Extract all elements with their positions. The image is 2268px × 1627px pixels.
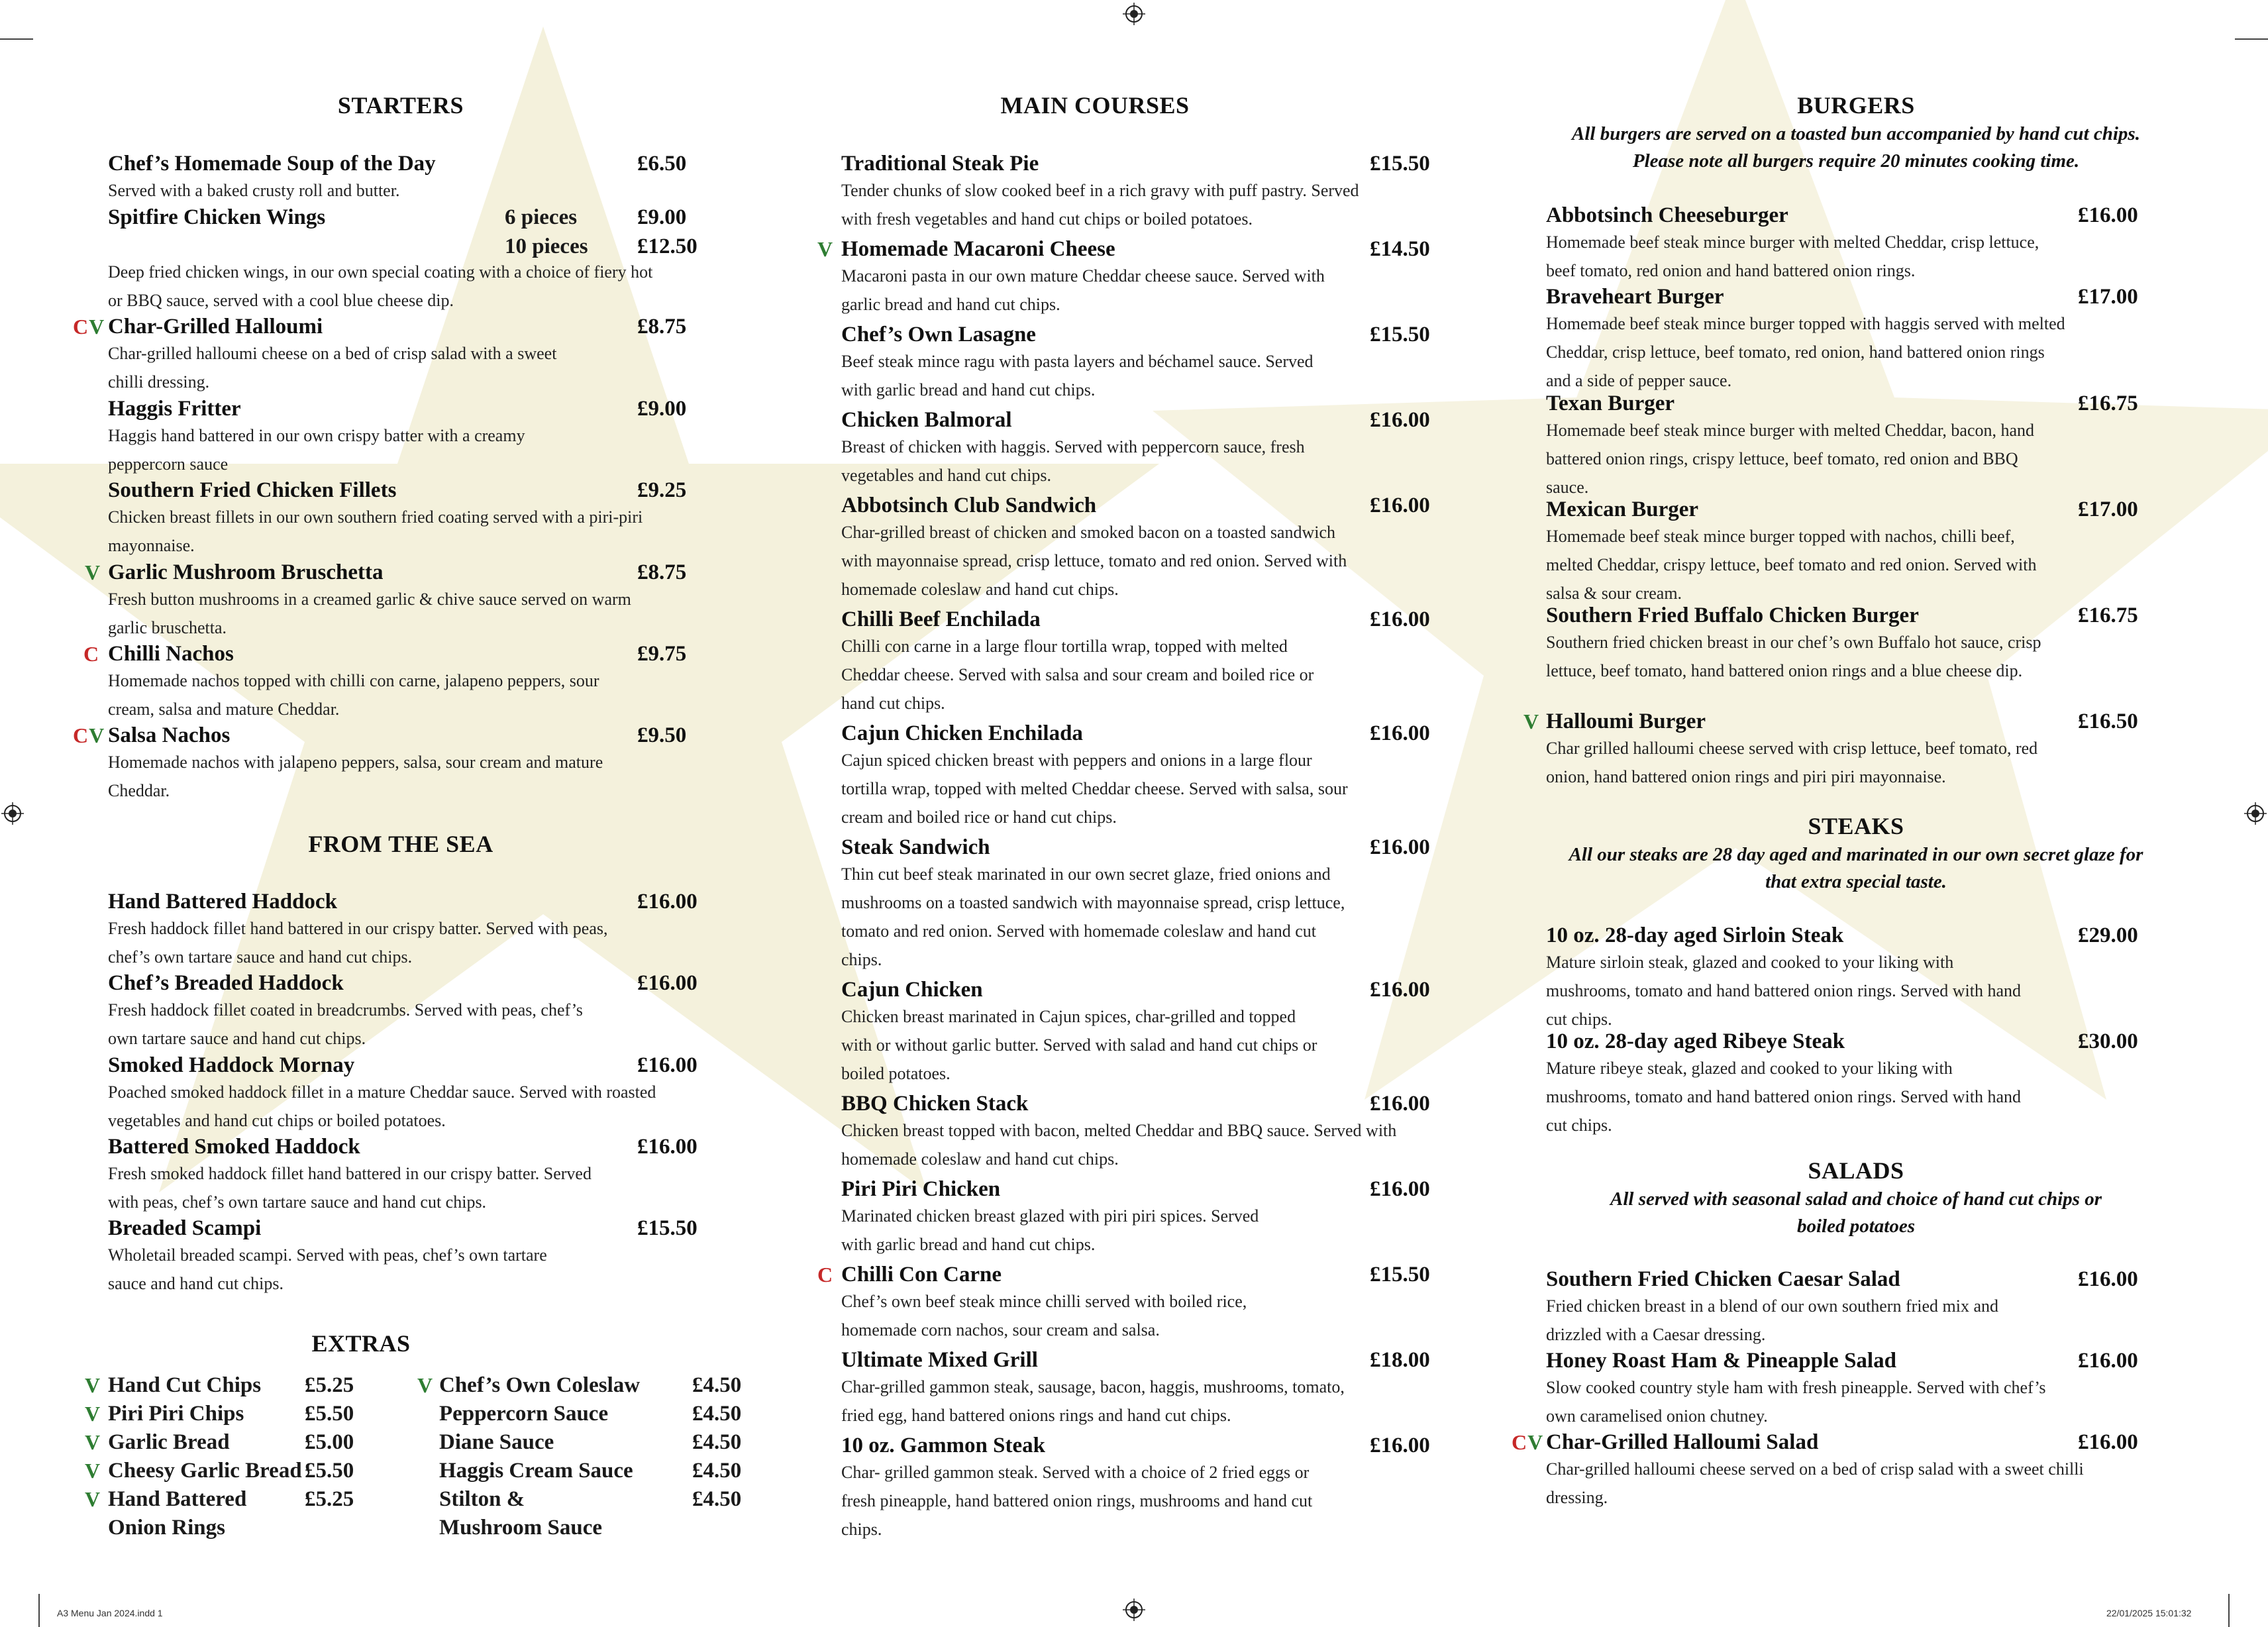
item-price: £17.00 (2078, 498, 2138, 521)
item-price: £15.50 (637, 1216, 697, 1240)
starters-title: STARTERS (337, 92, 464, 119)
from-the-sea-title: FROM THE SEA (308, 831, 493, 857)
item-description: Cajun spiced chicken breast with peppers and onions in a large flour tortilla wrap, topped with melted Cheddar cheese. Served with salsa, sour cream and boiled rice or hand cut chips. (841, 751, 1348, 827)
item-name: 10 oz. Gammon Steak (841, 1434, 1045, 1457)
item-price: £16.75 (2078, 604, 2138, 627)
item-name: Abbotsinch Club Sandwich (841, 494, 1097, 517)
item-name: Texan Burger (1546, 392, 1675, 415)
extra-price: £4.50 (692, 1487, 742, 1511)
item-description: Char-grilled halloumi cheese served on a bed of crisp salad with a sweet chilli dressing. (1546, 1459, 2084, 1507)
item-name: Chef’s Breaded Haddock (108, 971, 344, 995)
item-name: Halloumi Burger (1546, 709, 1706, 733)
extra-price: £5.25 (305, 1487, 354, 1511)
extra-name: Stilton & (439, 1487, 525, 1511)
extra-name: Hand Cut Chips (108, 1373, 262, 1397)
item-description: Deep fried chicken wings, in our own special coating with a choice of fiery hot or BBQ sauce, served with a cool blue cheese dip. (108, 262, 653, 310)
item-description: Chilli con carne in a large flour tortilla wrap, topped with melted Cheddar cheese. Served with salsa and sour cream and boiled rice or hand cut chips. (841, 637, 1314, 713)
print-timestamp: 22/01/2025 15:01:32 (2106, 1608, 2192, 1618)
item-description: Homemade beef steak mince burger with melted Cheddar, crisp lettuce, beef tomato, red onion and hand battered onion rings. (1546, 233, 2039, 280)
salads-title: SALADS (1808, 1157, 1904, 1184)
item-description: Marinated chicken breast glazed with piri piri spices. Served with garlic bread and hand cut chips. (841, 1206, 1259, 1254)
item-price: £12.50 (637, 235, 697, 258)
item-price: £16.00 (1370, 408, 1430, 432)
item-description: Haggis hand battered in our own crispy batter with a creamy peppercorn sauce (108, 426, 525, 474)
item-name: Haggis Fritter (108, 397, 241, 421)
extra-name: Haggis Cream Sauce (439, 1459, 633, 1483)
item-description: Slow cooked country style ham with fresh pineapple. Served with chef’s own caramelised onion chutney. (1546, 1378, 2046, 1426)
item-description: Fresh smoked haddock fillet hand battered in our crispy batter. Served with peas, chef’s own tartare sauce and hand cut chips. (108, 1164, 592, 1212)
item-name: 10 oz. 28-day aged Ribeye Steak (1546, 1029, 1845, 1053)
registration-mark-right (2244, 802, 2267, 825)
extra-price: £5.00 (305, 1430, 354, 1454)
item-description: Fresh button mushrooms in a creamed garlic & chive sauce served on warm garlic bruschetta. (108, 590, 631, 637)
item-price: £16.00 (1370, 1092, 1430, 1116)
item-description: Thin cut beef steak marinated in our own secret glaze, fried onions and mushrooms on a toasted sandwich with mayonnaise spread, crisp lettuce, tomato and red onion. Served with homemade coleslaw and hand cut chips. (841, 865, 1345, 969)
item-name: Chilli Beef Enchilada (841, 607, 1041, 631)
item-name: Smoked Haddock Mornay (108, 1053, 355, 1077)
extra-price: £4.50 (692, 1459, 742, 1483)
item-description: Mature sirloin steak, glazed and cooked to your liking with mushrooms, tomato and hand battered onion rings. Served with hand cut chips. (1546, 953, 2022, 1029)
item-price: £16.00 (1370, 494, 1430, 517)
dietary-tag: C (83, 642, 100, 666)
item-name: Chilli Con Carne (841, 1263, 1002, 1286)
item-price: £30.00 (2078, 1029, 2138, 1053)
registration-mark-top (1123, 3, 1145, 25)
item-name: Southern Fried Buffalo Chicken Burger (1546, 604, 1919, 627)
item-price: £16.00 (1370, 607, 1430, 631)
item-name: 10 oz. 28-day aged Sirloin Steak (1546, 923, 1844, 947)
dietary-tag: CV (73, 315, 105, 339)
item-description: Fresh haddock fillet coated in breadcrumbs. Served with peas, chef’s own tartare sauce and hand cut chips. (108, 1000, 583, 1048)
extra-name: Peppercorn Sauce (439, 1402, 609, 1426)
item-price: £16.00 (1370, 978, 1430, 1002)
item-description: Char- grilled gammon steak. Served with a choice of 2 fried eggs or fresh pineapple, hand battered onion rings, mushrooms and hand cut chips. (841, 1463, 1313, 1539)
dietary-tag: V (85, 1430, 101, 1454)
item-description: Chef’s own beef steak mince chilli served with boiled rice, homemade corn nachos, sour cream and salsa. (841, 1292, 1247, 1339)
dietary-tag: V (85, 1373, 101, 1397)
item-price: £9.75 (637, 642, 687, 666)
crop-mark (2228, 1594, 2230, 1627)
item-description: Beef steak mince ragu with pasta layers and béchamel sauce. Served with garlic bread and hand cut chips. (841, 352, 1314, 399)
item-description: Chicken breast marinated in Cajun spices, char-grilled and topped with or without garlic butter. Served with salad and hand cut chips or boiled potatoes. (841, 1007, 1317, 1083)
steaks-title: STEAKS (1808, 813, 1904, 839)
item-price: £16.00 (2078, 1349, 2138, 1373)
item-price: £17.00 (2078, 285, 2138, 309)
crop-mark (38, 1594, 40, 1627)
item-description: Macaroni pasta in our own mature Cheddar cheese sauce. Served with garlic bread and hand cut chips. (841, 266, 1325, 314)
item-name: Chef’s Own Lasagne (841, 323, 1036, 346)
item-name: Ultimate Mixed Grill (841, 1348, 1038, 1372)
burgers-title: BURGERS (1797, 92, 1915, 119)
item-description: Homemade nachos topped with chilli con carne, jalapeno peppers, sour cream, salsa and mature Cheddar. (108, 671, 599, 719)
extra-name: Garlic Bread (108, 1430, 230, 1454)
item-price: £16.00 (637, 1053, 697, 1077)
extra-price: £4.50 (692, 1402, 742, 1426)
extras-title: EXTRAS (311, 1330, 411, 1357)
item-price: £16.00 (1370, 1177, 1430, 1201)
item-description: Southern fried chicken breast in our chef’s own Buffalo hot sauce, crisp lettuce, beef tomato, hand battered onion rings and a blue cheese dip. (1546, 633, 2041, 680)
dietary-tag: CV (1512, 1430, 1544, 1454)
item-price: £9.50 (637, 723, 687, 747)
crop-mark (0, 38, 33, 40)
extra-price: £5.50 (305, 1402, 354, 1426)
item-price: £16.00 (2078, 203, 2138, 227)
item-description: Poached smoked haddock fillet in a mature Cheddar sauce. Served with roasted vegetables and hand cut chips or boiled potatoes. (108, 1082, 656, 1130)
item-price: £15.50 (1370, 1263, 1430, 1286)
registration-mark-bottom (1123, 1599, 1145, 1621)
item-description: Fresh haddock fillet hand battered in our crispy batter. Served with peas, chef’s own tartare sauce and hand cut chips. (108, 919, 608, 967)
item-description: Chicken breast fillets in our own southern fried coating served with a piri-piri mayonnaise. (108, 507, 643, 555)
item-description: Breast of chicken with haggis. Served with peppercorn sauce, fresh vegetables and hand cut chips. (841, 437, 1305, 485)
item-name: Piri Piri Chicken (841, 1177, 1001, 1201)
burgers-note: All burgers are served on a toasted bun accompanied by hand cut chips. (1572, 123, 2140, 144)
item-price: £9.00 (637, 397, 687, 421)
item-price: £16.00 (2078, 1430, 2138, 1454)
item-price: £29.00 (2078, 923, 2138, 947)
item-price: £18.00 (1370, 1348, 1430, 1372)
item-name: Salsa Nachos (108, 723, 231, 747)
dietary-tag: V (1523, 709, 1540, 733)
item-price: £9.25 (637, 478, 687, 502)
item-name: Traditional Steak Pie (841, 152, 1039, 176)
item-description: Homemade beef steak mince burger topped with nachos, chilli beef, melted Cheddar, crispy lettuce, beef tomato and red onion. Served with salsa & sour cream. (1546, 527, 2037, 603)
item-description: Wholetail breaded scampi. Served with peas, chef’s own tartare sauce and hand cut chips. (108, 1245, 547, 1293)
item-name: Southern Fried Chicken Caesar Salad (1546, 1267, 1900, 1291)
item-name: Mexican Burger (1546, 498, 1699, 521)
item-price: £16.75 (2078, 392, 2138, 415)
item-name: BBQ Chicken Stack (841, 1092, 1029, 1116)
item-price: £9.00 (637, 205, 687, 229)
dietary-tag: V (85, 1487, 101, 1511)
item-price: £16.00 (637, 890, 697, 914)
item-price: £15.50 (1370, 323, 1430, 346)
item-price: £8.75 (637, 315, 687, 339)
extra-price: £4.50 (692, 1430, 742, 1454)
item-description: Tender chunks of slow cooked beef in a rich gravy with puff pastry. Served with fresh vegetables and hand cut chips or boiled potatoes. (841, 181, 1359, 229)
extra-price: £4.50 (692, 1373, 742, 1397)
item-name: Chef’s Homemade Soup of the Day (108, 152, 436, 176)
item-name: Braveheart Burger (1546, 285, 1724, 309)
item-name: Char-Grilled Halloumi (108, 315, 323, 339)
item-portion: 6 pieces (505, 205, 578, 229)
dietary-tag: V (85, 560, 101, 584)
item-description: Homemade beef steak mince burger with melted Cheddar, bacon, hand battered onion rings, crispy lettuce, beef tomato, red onion and BBQ sauce. (1546, 421, 2035, 497)
item-price: £16.00 (637, 1135, 697, 1159)
item-name: Char-Grilled Halloumi Salad (1546, 1430, 1819, 1454)
dietary-tag: CV (73, 723, 105, 747)
item-description: Char-grilled gammon steak, sausage, bacon, haggis, mushrooms, tomato, fried egg, hand battered onions rings and hand cut chips. (841, 1377, 1345, 1425)
item-description: Homemade beef steak mince burger topped with haggis served with melted Cheddar, crisp lettuce, beef tomato, red onion, hand battered onion rings and a side of pepper sauce. (1546, 314, 2065, 390)
item-name: Chilli Nachos (108, 642, 234, 666)
item-description: Char-grilled breast of chicken and smoked bacon on a toasted sandwich with mayonnaise spread, crisp lettuce, tomato and red onion. Served with homemade coleslaw and hand cut chips. (841, 523, 1347, 599)
item-name: Steak Sandwich (841, 835, 990, 859)
item-price: £16.00 (1370, 1434, 1430, 1457)
item-description: Served with a baked crusty roll and butter. (108, 181, 400, 200)
item-name: Hand Battered Haddock (108, 890, 337, 914)
extra-name: Hand Battered (108, 1487, 247, 1511)
item-price: £16.00 (1370, 721, 1430, 745)
item-name: Honey Roast Ham & Pineapple Salad (1546, 1349, 1896, 1373)
dietary-tag: V (817, 237, 834, 261)
registration-mark-left (1, 802, 24, 825)
dietary-tag: V (417, 1373, 433, 1397)
crop-mark (2235, 38, 2268, 40)
dietary-tag: V (85, 1459, 101, 1483)
item-price: £16.50 (2078, 709, 2138, 733)
extra-price: £5.50 (305, 1459, 354, 1483)
extra-name: Diane Sauce (439, 1430, 554, 1454)
item-name: Spitfire Chicken Wings (108, 205, 326, 229)
extra-name: Piri Piri Chips (108, 1402, 244, 1426)
item-price: £16.00 (1370, 835, 1430, 859)
salads-note: All served with seasonal salad and choice of hand cut chips or (1610, 1188, 2102, 1210)
item-name: Abbotsinch Cheeseburger (1546, 203, 1788, 227)
steaks-note: All our steaks are 28 day aged and marinated in our own secret glaze for (1569, 844, 2143, 865)
item-name: Chicken Balmoral (841, 408, 1012, 432)
extra-name: Onion Rings (108, 1516, 225, 1540)
item-description: Char-grilled halloumi cheese on a bed of crisp salad with a sweet chilli dressing. (108, 344, 557, 392)
item-portion: 10 pieces (505, 235, 588, 258)
item-price: £16.00 (637, 971, 697, 995)
extra-name: Chef’s Own Coleslaw (439, 1373, 641, 1397)
burgers-note: Please note all burgers require 20 minutes cooking time. (1632, 150, 2080, 172)
item-name: Southern Fried Chicken Fillets (108, 478, 397, 502)
item-price: £14.50 (1370, 237, 1430, 261)
item-name: Cajun Chicken Enchilada (841, 721, 1083, 745)
main-courses-title: MAIN COURSES (1000, 92, 1190, 119)
steaks-note: that extra special taste. (1765, 871, 1947, 892)
dietary-tag: C (817, 1263, 834, 1286)
extra-name: Mushroom Sauce (439, 1516, 602, 1540)
extra-price: £5.25 (305, 1373, 354, 1397)
item-name: Homemade Macaroni Cheese (841, 237, 1115, 261)
item-price: £15.50 (1370, 152, 1430, 176)
item-description: Chicken breast topped with bacon, melted Cheddar and BBQ sauce. Served with homemade coleslaw and hand cut chips. (841, 1121, 1397, 1169)
item-description: Homemade nachos with jalapeno peppers, salsa, sour cream and mature Cheddar. (108, 753, 603, 800)
item-description: Char grilled halloumi cheese served with crisp lettuce, beef tomato, red onion, hand battered onion rings and piri piri mayonnaise. (1546, 739, 2038, 786)
item-description: Mature ribeye steak, glazed and cooked to your liking with mushrooms, tomato and hand battered onion rings. Served with hand cut chips. (1546, 1059, 2022, 1135)
item-name: Battered Smoked Haddock (108, 1135, 360, 1159)
item-name: Breaded Scampi (108, 1216, 262, 1240)
salads-note: boiled potatoes (1796, 1216, 1915, 1237)
item-description: Fried chicken breast in a blend of our own southern fried mix and drizzled with a Caesar dressing. (1546, 1296, 1999, 1344)
item-price: £6.50 (637, 152, 687, 176)
item-price: £8.75 (637, 560, 687, 584)
item-name: Garlic Mushroom Bruschetta (108, 560, 384, 584)
item-price: £16.00 (2078, 1267, 2138, 1291)
item-name: Cajun Chicken (841, 978, 983, 1002)
file-slug: A3 Menu Jan 2024.indd 1 (57, 1608, 163, 1618)
dietary-tag: V (85, 1402, 101, 1426)
extra-name: Cheesy Garlic Bread (108, 1459, 302, 1483)
